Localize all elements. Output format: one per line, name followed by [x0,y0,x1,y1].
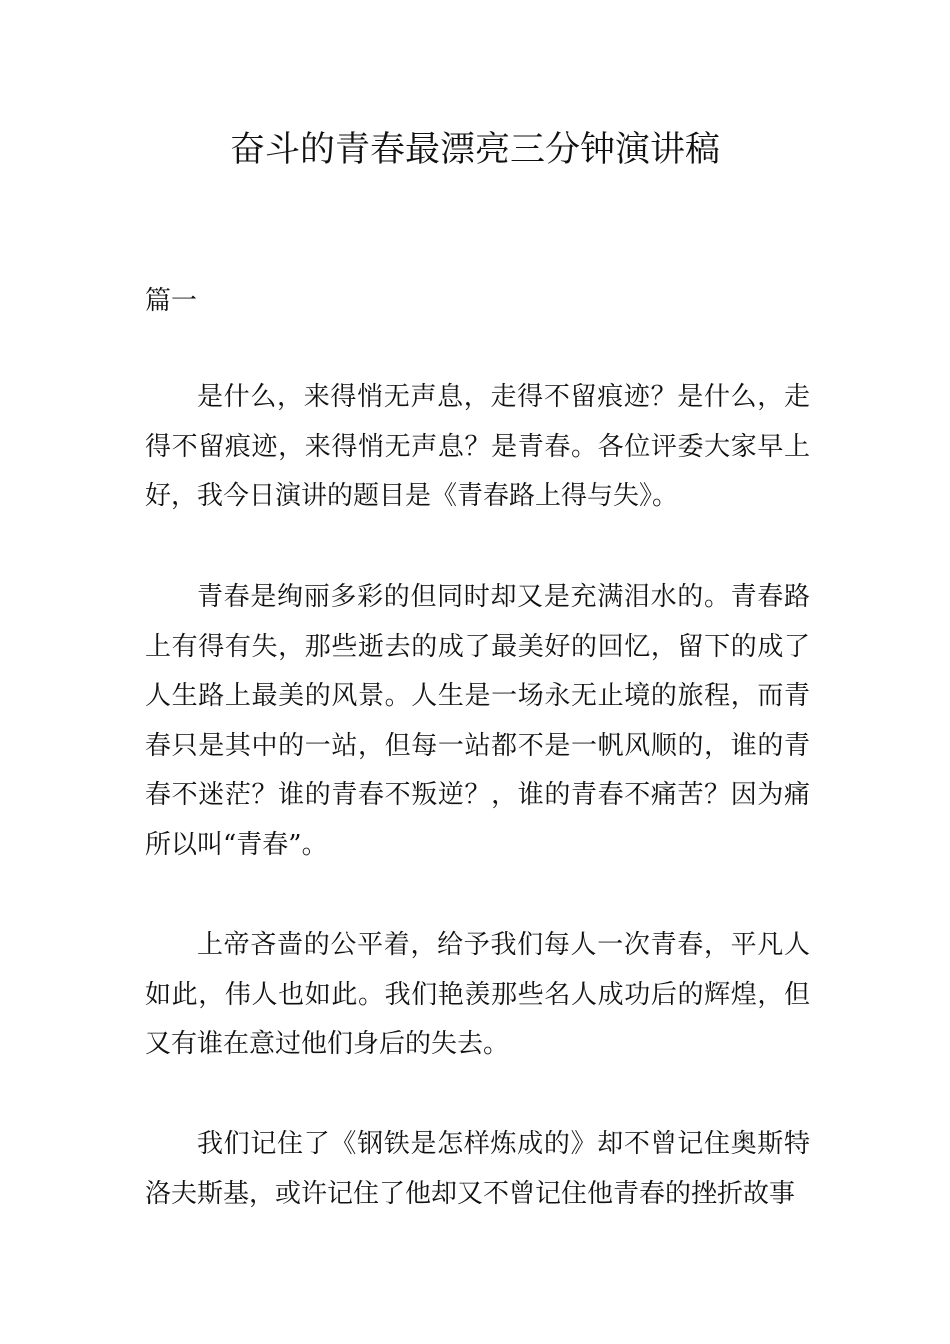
paragraph-3: 上帝吝啬的公平着，给予我们每人一次青春，平凡人如此，伟人也如此。我们艳羡那些名人成功后的辉煌，但又有谁在意过他们身后的失去。 [145,930,810,1059]
paragraph-2: 青春是绚丽多彩的但同时却又是充满泪水的。青春路上有得有失，那些逝去的成了最美好的回忆，留下的成了人生路上最美的风景。人生是一场永无止境的旅程，而青春只是其中的一站，但每一站都不是一帆风顺的，谁的青春不迷茫？谁的青春不叛逆？，谁的青春不痛苦？因为痛所以叫“青春”。 [145,582,810,860]
document-title: 奋斗的青春最漂亮三分钟演讲稿 [229,130,720,170]
paragraph-4: 我们记住了《钢铁是怎样炼成的》却不曾记住奥斯特洛夫斯基，或许记住了他却又不曾记住他青春的挫折故事 [145,1129,810,1209]
section-label: 篇一 [145,286,198,316]
paragraph-1: 是什么，来得悄无声息，走得不留痕迹？是什么，走得不留痕迹，来得悄无声息？是青春。各位评委大家早上好，我今日演讲的题目是《青春路上得与失》。 [145,382,810,511]
